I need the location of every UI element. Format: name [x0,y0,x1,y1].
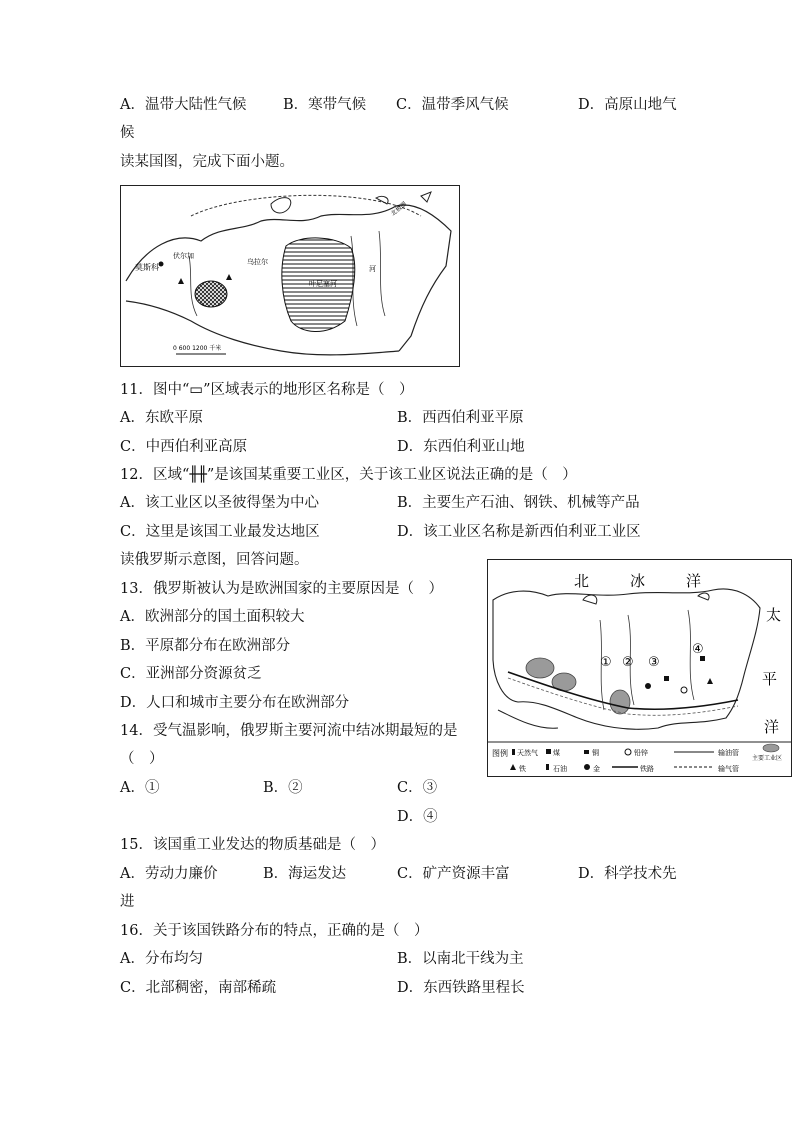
q14-option-d: D．④ [397,809,438,825]
q12-option-a: A．该工业区以圣彼得堡为中心 [120,495,319,511]
moscow-label: 莫斯科 [135,263,159,272]
q10-option-b: B．寒带气候 [283,97,367,113]
ural-label: 乌拉尔 [247,258,268,266]
legend-coal: 煤 [553,749,560,757]
scale-label: 0 600 1200 千米 [173,345,222,352]
legend-gas-pipe: 输气管 [718,765,739,773]
volga-label: 伏尔加 [173,252,194,260]
q11-option-c: C．中西伯利亚高原 [120,439,248,455]
q15-option-b: B．海运发达 [263,866,347,882]
map-russia-1-drawing [121,186,459,366]
q11-stem: 11．图中“▭”区域表示的地形区名称是（ ） [120,382,414,398]
q13-option-d: D．人口和城市主要分布在欧洲部分 [120,695,350,711]
q16-option-d: D．东西铁路里程长 [397,980,525,996]
legend-lead: 铅锌 [634,749,648,757]
q12-option-d: D．该工业区名称是新西伯利亚工业区 [397,524,641,540]
q10-option-a: A．温带大陆性气候 [120,97,247,113]
marker-4: ④ [692,642,704,657]
marker-1: ① [600,655,612,670]
marker-3: ③ [648,655,660,670]
q15-option-a: A．劳动力廉价 [120,866,218,882]
q13-option-c: C．亚洲部分资源贫乏 [120,666,262,682]
river-e-label: 河 [369,265,376,273]
q13-option-a: A．欧洲部分的国土面积较大 [120,609,305,625]
legend-industry: 主要工业区 [752,755,783,762]
q10-option-d-wrap: 候 [120,125,135,141]
q16-option-c: C．北部稠密，南部稀疏 [120,980,277,996]
q11-option-a: A．东欧平原 [120,410,203,426]
q14-option-b: B．② [263,780,303,796]
q16-stem: 16．关于该国铁路分布的特点，正确的是（ ） [120,923,429,939]
ocean-label-yang2: 洋 [764,718,780,736]
ocean-label-tai: 太 [766,606,782,624]
map-russia-2 [487,559,792,777]
q15-option-c: C．矿产资源丰富 [397,866,510,882]
q16-option-b: B．以南北干线为主 [397,951,524,967]
q16-option-a: A．分布均匀 [120,951,203,967]
arctic-circle-label: 北极圈 [389,200,409,218]
q14-stem-wrap: （ ） [120,751,164,767]
legend-copper: 铜 [592,749,599,757]
q15-stem: 15．该国重工业发达的物质基础是（ ） [120,837,385,853]
map-russia-1 [120,185,460,367]
legend-title: 图例 [492,749,508,758]
q12-option-b: B．主要生产石油、钢铁、机械等产品 [397,495,640,511]
map-russia-2-drawing [488,560,791,776]
marker-2: ② [622,655,634,670]
legend-gold: 金 [593,765,600,773]
q11-option-d: D．东西伯利亚山地 [397,439,525,455]
ocean-label-bing: 冰 [630,572,646,590]
q15-option-d: D．科学技术先 [578,866,677,882]
q10-option-c: C．温带季风气候 [396,97,509,113]
q12-stem: 12．区域“╫╫”是该国某重要工业区，关于该工业区说法正确的是（ ） [120,467,577,483]
ocean-label-bei: 北 [574,572,590,590]
q14-stem: 14．受气温影响，俄罗斯主要河流中结冰期最短的是 [120,723,458,739]
q13-stem: 13．俄罗斯被认为是欧洲国家的主要原因是（ ） [120,581,443,597]
legend-iron: 铁 [519,765,526,773]
q13-option-b: B．平原都分布在欧洲部分 [120,638,291,654]
q14-option-c: C．③ [397,780,438,796]
q12-option-c: C．这里是该国工业最发达地区 [120,524,320,540]
legend-oil: 石油 [553,765,567,773]
ocean-label-ping: 平 [762,670,778,688]
q15-option-d-wrap: 进 [120,894,135,910]
q11-option-b: B．西西伯利亚平原 [397,410,524,426]
legend-gas: 天然气 [517,749,538,757]
q14-option-a: A．① [120,780,160,796]
ocean-label-yang: 洋 [686,572,702,590]
legend-oil-pipe: 输油管 [718,749,739,757]
intro-text-2: 读俄罗斯示意图，回答问题。 [120,552,309,568]
q10-option-d: D．高原山地气 [578,97,677,113]
legend-rail: 铁路 [640,765,654,773]
yenisei-label: 叶尼塞河 [309,280,337,288]
intro-text-1: 读某国图，完成下面小题。 [120,154,294,170]
